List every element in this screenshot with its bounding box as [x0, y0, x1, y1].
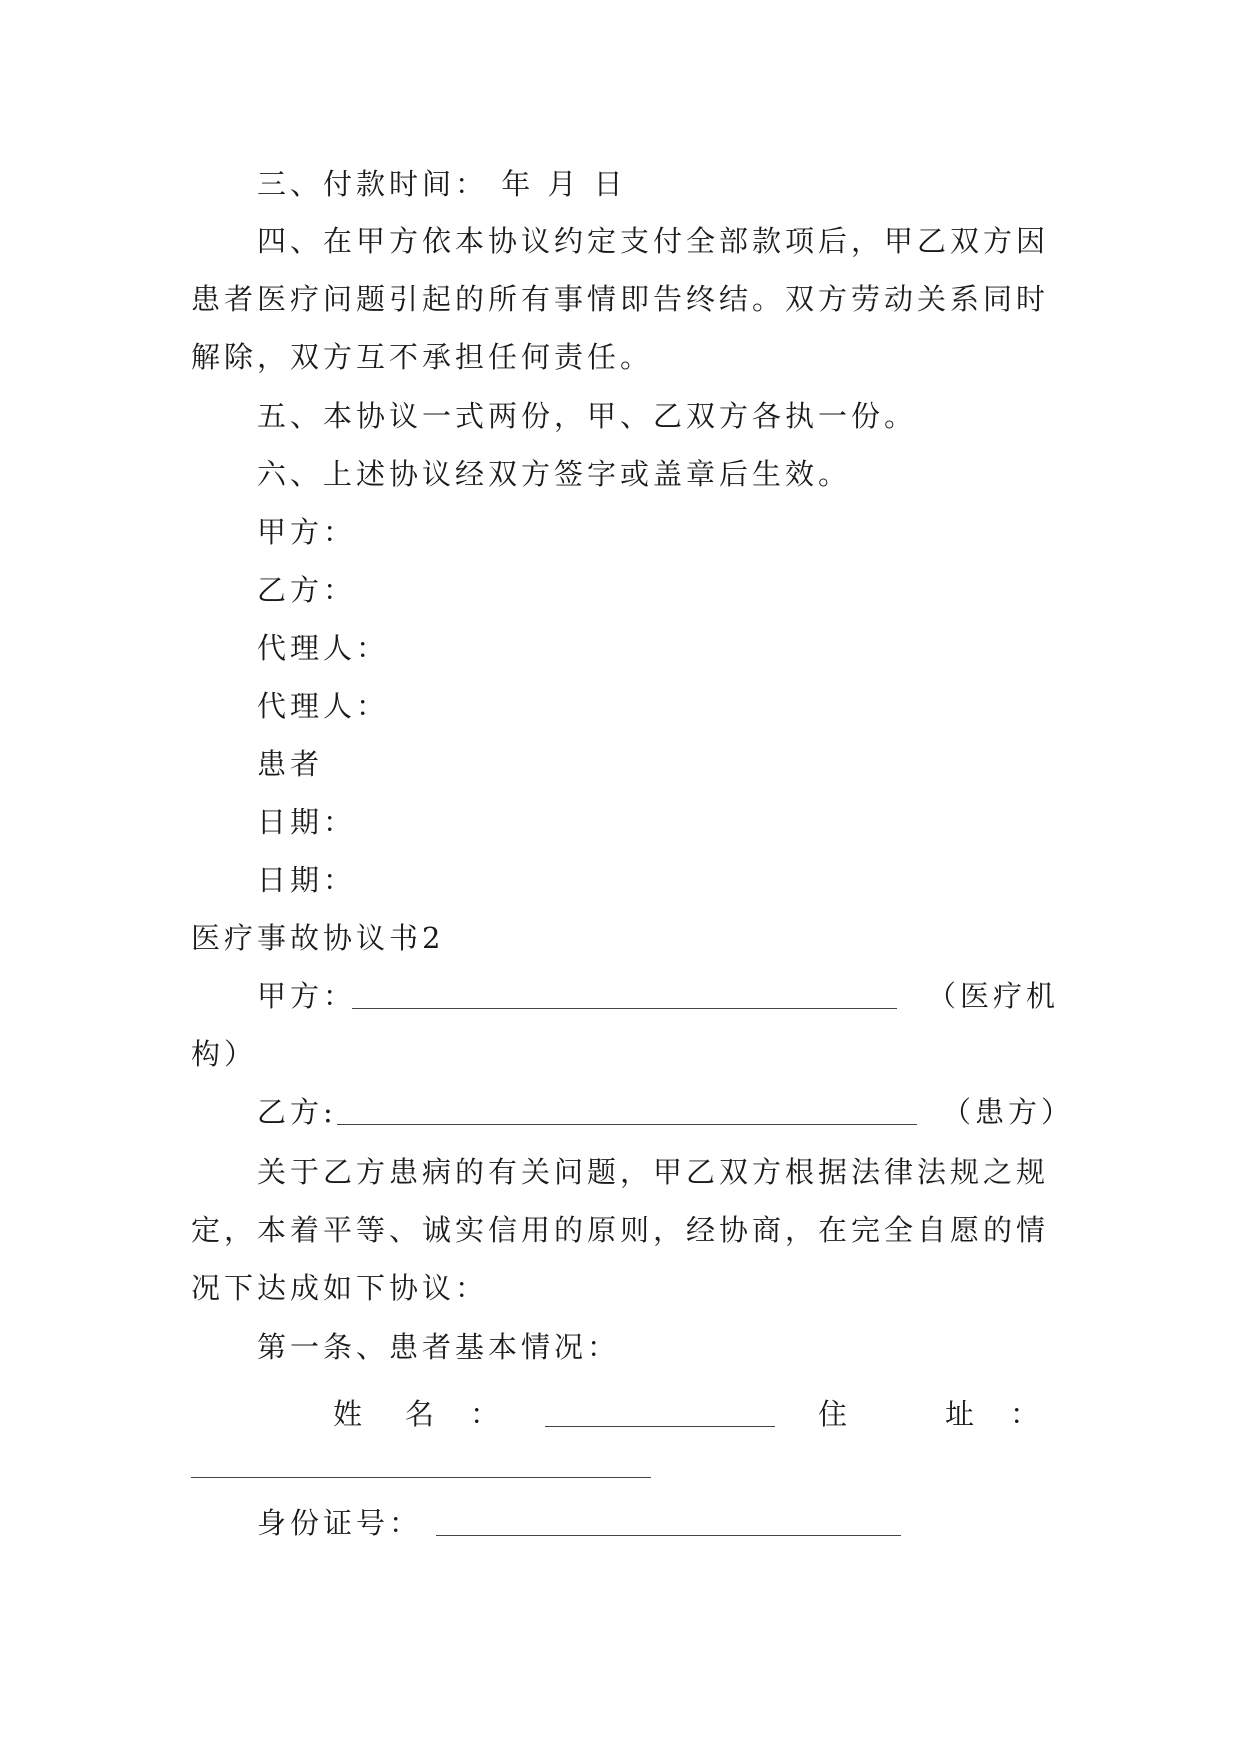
address-label-char-2: 址 — [945, 1397, 975, 1431]
signature-date-1: 日期： — [257, 805, 357, 839]
clause-five: 五、本协议一式两份，甲、乙双方各执一份。 — [257, 399, 918, 433]
clause-six: 六、上述协议经双方签字或盖章后生效。 — [257, 457, 852, 491]
clause-four: 四、在甲方依本协议约定支付全部款项后，甲乙双方因患者医疗问题引起的所有事情即告终结。双方劳动关系同时解除，双方互不承担任何责任。 — [191, 224, 1050, 374]
name-label-colon: ： — [470, 1397, 500, 1431]
article-one: 第一条、患者基本情况： — [257, 1330, 621, 1364]
signature-patient: 患者 — [257, 747, 324, 781]
party-a-note-cont: 构） — [191, 1037, 258, 1071]
id-number-label: 身份证号： — [257, 1506, 423, 1540]
address-blank — [191, 1451, 651, 1478]
payment-time-line: 三、付款时间： 年 月 日 — [257, 167, 627, 201]
signature-agent-1: 代理人： — [257, 631, 390, 665]
party-a-label: 甲方： — [257, 979, 357, 1013]
party-b-blank — [337, 1098, 917, 1125]
signature-party-a: 甲方： — [257, 515, 357, 549]
name-label-char-2: 名 — [405, 1397, 435, 1431]
name-blank — [545, 1400, 775, 1427]
signature-party-b: 乙方： — [257, 573, 357, 607]
signature-date-2: 日期： — [257, 863, 357, 897]
address-label-colon: ： — [1010, 1397, 1040, 1431]
address-label-char-1: 住 — [818, 1397, 848, 1431]
agreement-intro: 关于乙方患病的有关问题，甲乙双方根据法律法规之规定，本着平等、诚实信用的原则，经协商，在完全自愿的情况下达成如下协议： — [191, 1155, 1050, 1305]
name-label-char-1: 姓 — [333, 1397, 363, 1431]
party-a-blank — [352, 982, 897, 1009]
party-b-label: 乙方: — [257, 1095, 337, 1129]
party-b-note: （患方） — [942, 1095, 1075, 1129]
signature-agent-2: 代理人： — [257, 689, 390, 723]
party-a-note: （医疗机 — [927, 979, 1060, 1013]
section-title: 医疗事故协议书2 — [191, 921, 445, 955]
id-number-blank — [436, 1509, 901, 1536]
